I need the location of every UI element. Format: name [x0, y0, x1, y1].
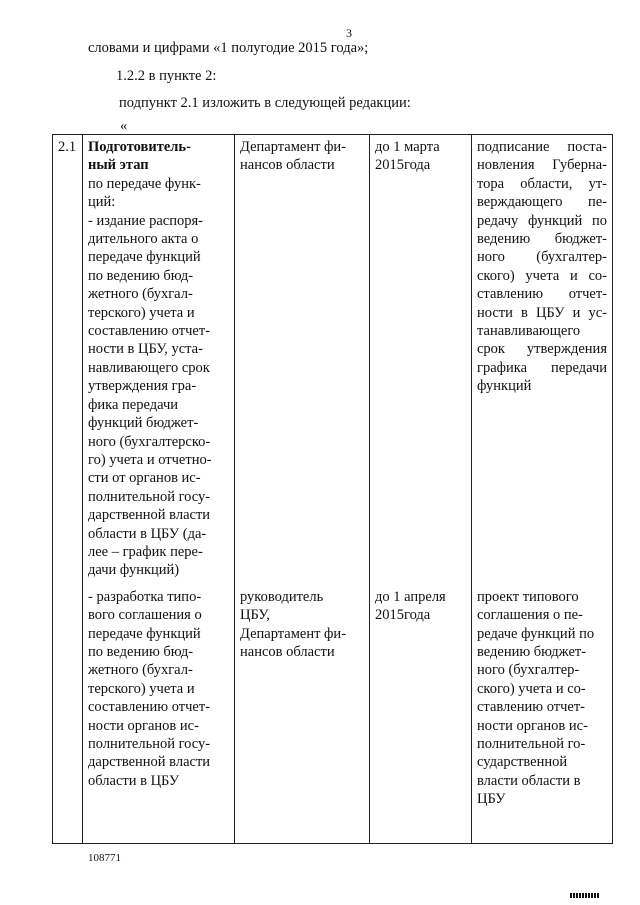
responsible-text: [240, 138, 364, 175]
text-line: го) учета и отчетно-: [88, 451, 212, 468]
text-line: Подготовитель-: [88, 139, 191, 155]
text-line: ного (бухгалтерско-: [88, 433, 211, 450]
text-line: полнительной госу-: [88, 488, 211, 505]
text-line: соглашения о пе-: [477, 607, 583, 624]
text-line: передаче функций: [88, 249, 201, 266]
text-line: составлению отчет-: [88, 699, 211, 716]
text-line: ный этап: [88, 157, 149, 174]
text-line: подписание поста-: [477, 139, 607, 155]
deadline-text: [375, 588, 466, 625]
document-code: 108771: [88, 852, 121, 864]
responsible-cell: [235, 580, 370, 844]
text-line: Департамент фи-: [240, 139, 347, 155]
text-line: составлению отчет-: [88, 323, 211, 340]
deadline-cell: [370, 135, 472, 580]
text-line: нансов области: [240, 157, 335, 174]
deadline-text: [375, 138, 466, 175]
intro-line-1: словами и цифрами «1 полугодие 2015 года»;: [88, 40, 369, 56]
table-row: [53, 135, 613, 580]
text-line: полнительной го-: [477, 736, 586, 752]
text-line: ности в ЦБУ, уста-: [88, 341, 203, 358]
opening-quote: «: [120, 118, 128, 134]
text-line: утверждения гра-: [88, 378, 197, 395]
result-text: [477, 588, 607, 809]
text-line: ного (бухгалтер-: [477, 249, 607, 266]
text-line: жетного (бухгал-: [88, 286, 193, 303]
text-line: по передаче функ-: [88, 175, 201, 192]
intro-line-3: подпункт 2.1 изложить в следующей редакции:: [119, 95, 411, 111]
text-line: танавливающего: [477, 323, 581, 340]
text-line: ций:: [88, 194, 116, 211]
text-line: ЦБУ,: [240, 607, 270, 624]
text-line: 2015года: [375, 157, 431, 174]
text-line: до 1 апреля: [375, 588, 446, 605]
text-line: ставлению отчет-: [477, 286, 607, 303]
text-line: редачу функций по: [477, 212, 607, 229]
text-line: редаче функций по: [477, 625, 595, 642]
barcode-mark: [570, 893, 600, 898]
text-line: функций: [477, 378, 532, 395]
text-line: области в ЦБУ: [88, 772, 180, 789]
text-line: дачи функций): [88, 562, 180, 579]
text-line: дарственной власти: [88, 507, 211, 524]
deadline-cell: [370, 580, 472, 844]
text-line: ского) учета и со-: [477, 680, 586, 697]
table-row: [53, 580, 613, 844]
text-line: лее – график пере-: [88, 543, 203, 560]
text-line: руководитель: [240, 588, 324, 605]
text-line: жетного (бухгал-: [88, 662, 193, 679]
text-line: ности в ЦБУ и ус-: [477, 304, 607, 321]
row-number: 2.1: [58, 139, 77, 155]
result-text: [477, 138, 607, 396]
responsible-text: [240, 588, 364, 662]
text-line: сударственной: [477, 754, 568, 771]
text-line: области в ЦБУ (да-: [88, 525, 207, 542]
stage-description: [88, 175, 229, 580]
result-cell: [472, 580, 613, 844]
text-line: до 1 марта: [375, 139, 440, 155]
text-line: ского) учета и со-: [477, 267, 607, 284]
row-number-cell: [53, 580, 83, 844]
stage-description: [88, 588, 229, 790]
text-line: проект типового: [477, 588, 579, 605]
text-line: сти от органов ис-: [88, 470, 201, 487]
text-line: ведению бюджет-: [477, 643, 587, 660]
text-line: 2015года: [375, 607, 431, 624]
text-line: фика передачи: [88, 396, 179, 413]
text-line: тора области, ут-: [477, 175, 607, 192]
row-number-cell: [53, 135, 83, 580]
intro-line-2: 1.2.2 в пункте 2:: [116, 68, 217, 84]
text-line: ности органов ис-: [88, 717, 199, 734]
text-line: Департамент фи-: [240, 625, 347, 642]
stage-cell: [83, 135, 235, 580]
text-line: по ведению бюд-: [88, 643, 194, 660]
text-line: - издание распоря-: [88, 212, 203, 229]
text-line: - разработка типо-: [88, 588, 202, 605]
text-line: графика передачи: [477, 359, 607, 376]
text-line: ставлению отчет-: [477, 699, 585, 716]
stage-title: [88, 138, 229, 175]
text-line: дительного акта о: [88, 231, 199, 248]
text-line: нансов области: [240, 643, 335, 660]
text-line: срок утверждения: [477, 341, 607, 358]
text-line: передаче функций: [88, 625, 201, 642]
text-line: ности органов ис-: [477, 717, 588, 734]
plan-table: [52, 134, 613, 844]
text-line: верждающего пе-: [477, 194, 607, 211]
text-line: навливающего срок: [88, 359, 210, 376]
responsible-cell: [235, 135, 370, 580]
text-line: власти области в: [477, 772, 581, 789]
text-line: ведению бюджет-: [477, 231, 607, 248]
text-line: ЦБУ: [477, 791, 506, 808]
text-line: терского) учета и: [88, 680, 195, 697]
text-line: полнительной госу-: [88, 736, 211, 752]
page-number: 3: [346, 26, 352, 40]
text-line: новления Губерна-: [477, 157, 607, 174]
stage-cell: [83, 580, 235, 844]
result-cell: [472, 135, 613, 580]
text-line: вого соглашения о: [88, 607, 202, 624]
text-line: терского) учета и: [88, 304, 195, 321]
text-line: функций бюджет-: [88, 415, 199, 432]
text-line: ного (бухгалтер-: [477, 662, 580, 679]
text-line: дарственной власти: [88, 754, 211, 771]
text-line: по ведению бюд-: [88, 267, 194, 284]
